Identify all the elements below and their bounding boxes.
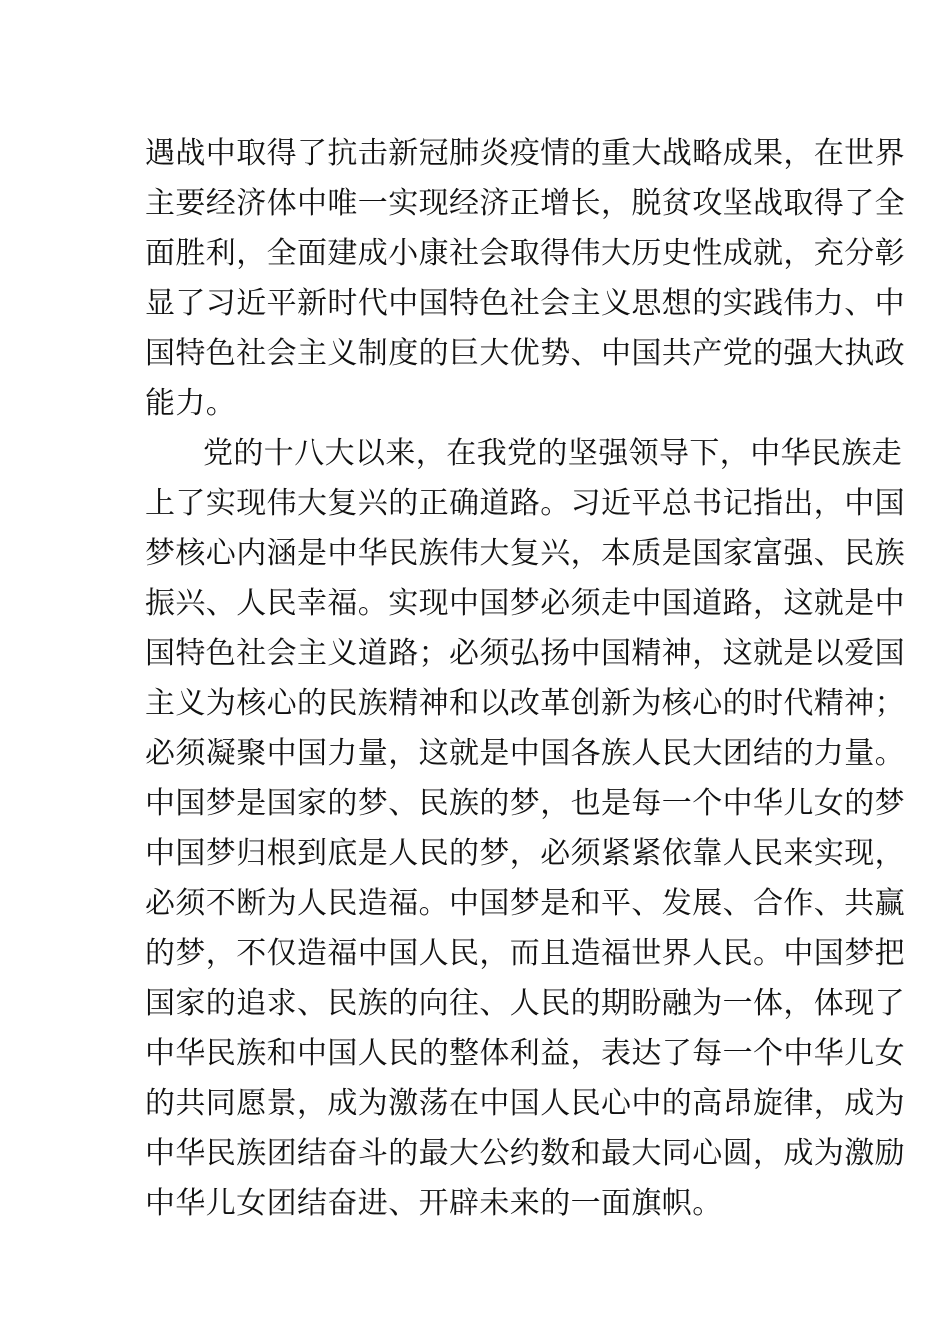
paragraph-2 (145, 429, 905, 1229)
paragraph-line: 振兴、人民幸福。实现中国梦必须走中国道路，这就是中 (145, 586, 905, 621)
paragraph-line: 中国梦是国家的梦、民族的梦，也是每一个中华儿女的梦 (145, 786, 905, 821)
paragraph-line: 能力。 (145, 386, 237, 421)
paragraph-line: 必须不断为人民造福。中国梦是和平、发展、合作、共赢 (145, 886, 905, 921)
paragraph-line: 必须凝聚中国力量，这就是中国各族人民大团结的力量。 (145, 736, 905, 771)
paragraph-line: 中华民族团结奋斗的最大公约数和最大同心圆，成为激励 (145, 1136, 905, 1171)
paragraph-first-line: 党的十八大以来，在我党的坚强领导下，中华民族走 (203, 436, 903, 471)
paragraph-line: 的共同愿景，成为激荡在中国人民心中的高昂旋律，成为 (145, 1086, 905, 1121)
paragraph-line: 面胜利，全面建成小康社会取得伟大历史性成就，充分彰 (145, 236, 905, 271)
paragraph-line: 中华民族和中国人民的整体利益，表达了每一个中华儿女 (145, 1036, 905, 1071)
paragraph-line: 遇战中取得了抗击新冠肺炎疫情的重大战略成果，在世界 (145, 136, 905, 171)
paragraph-line: 显了习近平新时代中国特色社会主义思想的实践伟力、中 (145, 286, 905, 321)
paragraph-line: 中国梦归根到底是人民的梦，必须紧紧依靠人民来实现， (145, 836, 905, 871)
paragraph-line: 梦核心内涵是中华民族伟大复兴，本质是国家富强、民族 (145, 536, 905, 571)
paragraph-line: 的梦，不仅造福中国人民，而且造福世界人民。中国梦把 (145, 936, 905, 971)
paragraph-line: 主义为核心的民族精神和以改革创新为核心的时代精神； (145, 686, 905, 721)
paragraph-line: 国特色社会主义道路；必须弘扬中国精神，这就是以爱国 (145, 636, 905, 671)
paragraph-line: 主要经济体中唯一实现经济正增长，脱贫攻坚战取得了全 (145, 186, 905, 221)
body-text (145, 129, 905, 1229)
paragraph-line: 中华儿女团结奋进、开辟未来的一面旗帜。 (145, 1186, 723, 1221)
paragraph-line: 国家的追求、民族的向往、人民的期盼融为一体，体现了 (145, 986, 905, 1021)
paragraph-1 (145, 129, 905, 429)
paragraph-line: 上了实现伟大复兴的正确道路。习近平总书记指出，中国 (145, 486, 905, 521)
paragraph-line: 国特色社会主义制度的巨大优势、中国共产党的强大执政 (145, 336, 905, 371)
